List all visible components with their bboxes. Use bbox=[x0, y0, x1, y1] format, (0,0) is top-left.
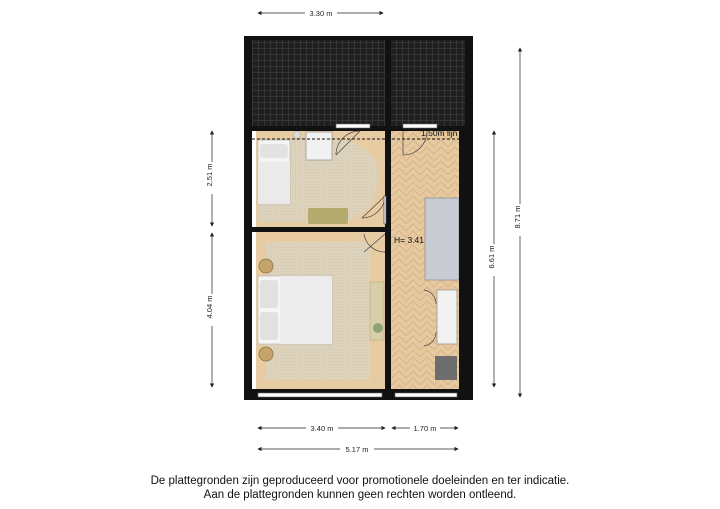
single-bed bbox=[258, 140, 290, 204]
nightstand-top bbox=[259, 259, 273, 273]
stair-block bbox=[425, 198, 459, 280]
dim-bottom-left: 3.40 m bbox=[310, 424, 334, 433]
disclaimer-line-1: De plattegronden zijn geproduceerd voor promotionele doeleinden en ter indicatie. bbox=[150, 475, 570, 487]
washbasin bbox=[437, 290, 457, 344]
dim-bottom-right: 1.70 m bbox=[413, 424, 437, 433]
dim-outer-right: 8.71 m bbox=[513, 205, 522, 229]
double-bed bbox=[258, 276, 332, 344]
roof-left bbox=[251, 40, 387, 128]
dim-inner-right: 6.61 m bbox=[487, 245, 496, 269]
roof-right bbox=[391, 40, 465, 128]
dim-top-width: 3.30 m bbox=[309, 9, 333, 18]
nightstand-bottom bbox=[259, 347, 273, 361]
ceiling-height-label: H= 3.41 bbox=[394, 235, 425, 245]
disclaimer-line-2: Aan de plattegronden kunnen geen rechten worden ontleend. bbox=[203, 489, 517, 501]
dim-left-upper: 2.51 m bbox=[205, 163, 214, 187]
dim-left-lower: 4.04 m bbox=[205, 295, 214, 319]
small-stool bbox=[294, 132, 301, 139]
desk-bench bbox=[308, 208, 348, 224]
slope-line-label: 1.50m lijn bbox=[421, 128, 458, 138]
sink-unit bbox=[306, 132, 332, 160]
plant bbox=[373, 323, 383, 333]
dim-bottom-total: 5.17 m bbox=[345, 445, 369, 454]
small-cabinet bbox=[435, 356, 457, 380]
